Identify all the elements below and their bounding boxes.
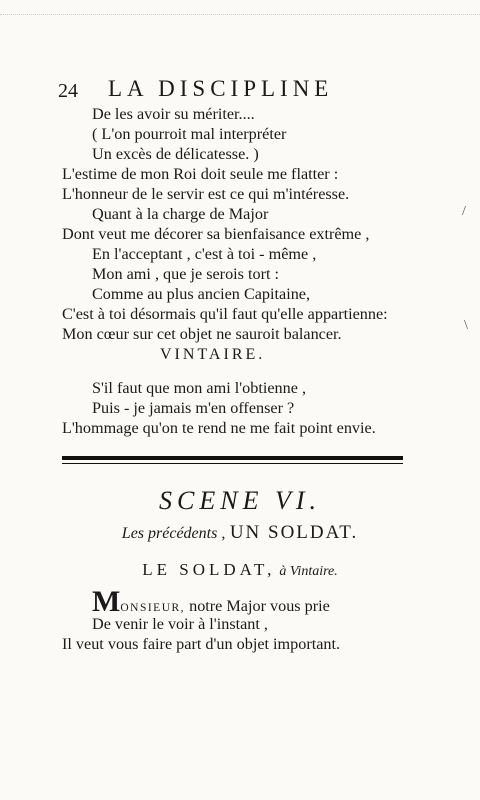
- verse-line: De venir le voir à l'instant ,: [92, 615, 268, 633]
- margin-mark: \: [464, 318, 468, 333]
- running-title: LA DISCIPLINE: [108, 76, 334, 101]
- verse-line: Un excès de délicatesse. ): [92, 145, 259, 163]
- small-caps-word: ONSIEUR,: [120, 602, 186, 614]
- scene-title: SCENE VI.: [159, 486, 321, 515]
- verse-line: L'estime de mon Roi doit seule me flatter :: [62, 165, 339, 183]
- section-rule-thick: [62, 456, 403, 460]
- scene-cast: [0, 522, 480, 544]
- verse-line-rest: notre Major vous prie: [185, 597, 330, 615]
- verse-line: Mon ami , que je serois tort :: [92, 265, 280, 283]
- verse-line: L'hommage qu'on te rend ne me fait point envie.: [62, 419, 376, 437]
- page-number: 24: [58, 80, 78, 102]
- verse-line: Quant à la charge de Major: [92, 205, 269, 223]
- verse-line-dropcap: [92, 585, 330, 618]
- cast-italic: Les précédents ,: [121, 525, 226, 542]
- margin-mark: /: [462, 204, 466, 219]
- verse-line: C'est à toi désormais qu'il faut qu'elle appartienne:: [62, 305, 388, 323]
- verse-line: Il veut vous faire part d'un objet important.: [62, 635, 341, 653]
- verse-line: L'honneur de le servir est ce qui m'intéresse.: [62, 185, 350, 203]
- page-header: [58, 76, 400, 104]
- verse-line: ( L'on pourroit mal interpréter: [92, 125, 287, 143]
- drop-cap: M: [92, 585, 121, 618]
- verse-line: Mon cœur sur cet objet ne sauroit balancer.: [62, 325, 342, 343]
- page-top-edge: [0, 0, 480, 15]
- section-rule-thin: [62, 463, 403, 464]
- speaker-name: VINTAIRE.: [160, 346, 266, 363]
- cast-caps: UN SOLDAT.: [229, 522, 359, 543]
- speaker-name: LE SOLDAT,: [142, 560, 276, 579]
- verse-line: De les avoir su mériter....: [92, 105, 255, 123]
- stage-direction: à Vintaire.: [279, 564, 338, 579]
- verse-line: Comme au plus ancien Capitaine,: [92, 285, 311, 303]
- verse-line: Puis - je jamais m'en offenser ?: [92, 399, 295, 417]
- verse-line: S'il faut que mon ami l'obtienne ,: [92, 379, 306, 397]
- speaker-heading: [0, 560, 480, 580]
- verse-line: En l'acceptant , c'est à toi - même ,: [92, 245, 317, 263]
- verse-line: Dont veut me décorer sa bienfaisance extrême ,: [62, 225, 370, 243]
